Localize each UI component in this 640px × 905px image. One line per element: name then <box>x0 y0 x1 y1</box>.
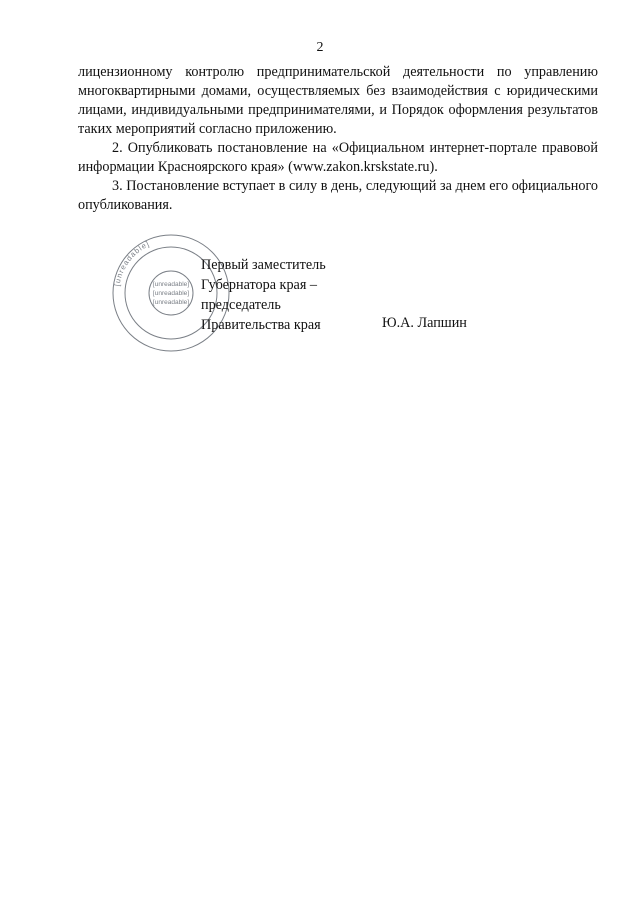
signer-name: Ю.А. Лапшин <box>382 315 467 331</box>
stamp-inner-text-line-1: [unreadable] <box>152 281 190 288</box>
paragraph-item-3: 3. Постановление вступает в силу в день, следующий за днем его официального опубликования. <box>78 178 598 213</box>
stamp-inner-text-line-3: [unreadable] <box>152 299 190 306</box>
svg-text:[unreadable] <box>112 239 151 287</box>
stamp-outer-text: [unreadable] <box>112 238 152 287</box>
signer-position-line-2: Губернатора края – <box>201 277 318 293</box>
document-body <box>78 63 598 215</box>
signer-position-line-1: Первый заместитель <box>201 257 326 273</box>
page-number: 2 <box>316 40 324 55</box>
paragraph-item-2: 2. Опубликовать постановление на «Официальном интернет-портале правовой информации Красноярского края» (www.zakon.krskstate.ru). <box>78 140 598 175</box>
stamp-inner-text-line-2: [unreadable] <box>152 290 190 297</box>
paragraph-continuation: лицензионному контролю предпринимательской деятельности по управлению многоквартирными домами, осуществляемых без взаимодействия с юридическими лицами, индивидуальными предпринимателями, и Порядок оформления результатов таких мероприятий согласно приложению. <box>78 64 598 137</box>
signer-position-line-3: председатель <box>201 297 281 313</box>
signature-block <box>201 255 326 335</box>
signer-position-line-4: Правительства края <box>201 317 321 333</box>
